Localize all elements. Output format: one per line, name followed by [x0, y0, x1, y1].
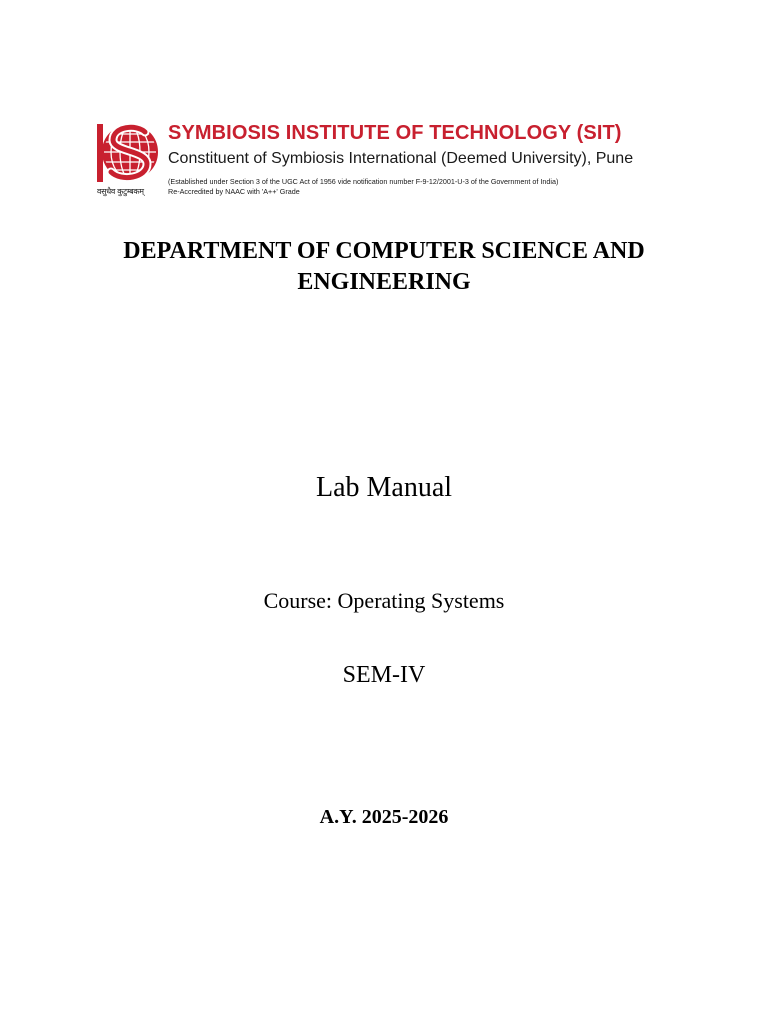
- course-name: Course: Operating Systems: [263, 588, 505, 613]
- institute-name: SYMBIOSIS INSTITUTE OF TECHNOLOGY (SIT): [168, 122, 622, 144]
- institute-header: [97, 122, 697, 202]
- motto-text: वसुधैव कुटुम्बकम्: [97, 187, 144, 196]
- accreditation-note: Re-Accredited by NAAC with 'A++' Grade: [168, 187, 300, 196]
- academic-year: A.Y. 2025-2026: [319, 806, 449, 828]
- document-type: Lab Manual: [315, 472, 453, 503]
- establishment-note: (Established under Section 3 of the UGC Act of 1956 vide notification number F-9-12/2001-U-3 of the Government of India): [168, 177, 559, 186]
- constituent-line: Constituent of Symbiosis International (Deemed University), Pune: [168, 150, 634, 167]
- department-title: DEPARTMENT OF COMPUTER SCIENCE AND ENGINEERING: [123, 238, 645, 295]
- semester: SEM-IV: [342, 662, 426, 688]
